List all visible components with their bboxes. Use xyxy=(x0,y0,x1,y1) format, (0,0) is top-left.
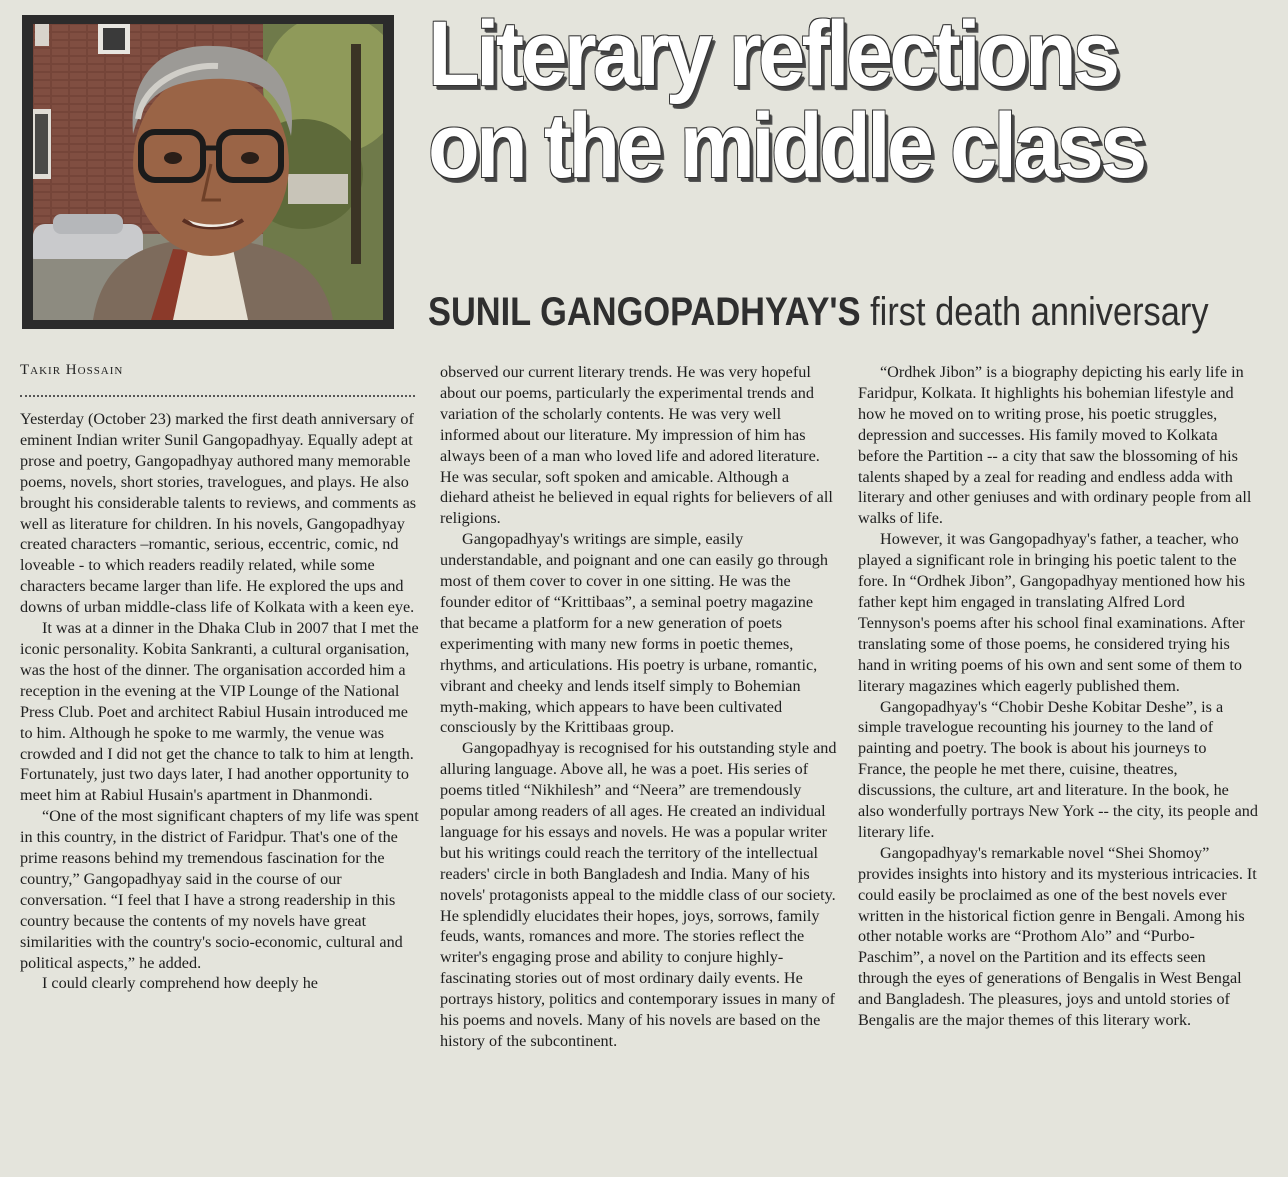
article-column-1 xyxy=(20,409,420,994)
headline-line-1: Literary reflections xyxy=(428,3,1117,105)
paragraph: Yesterday (October 23) marked the first death anniversary of eminent Indian writer Sunil Gangopadhyay. Equally adept at prose and poetry, Gangopadhyay authored many memorable poems, novels, short stories, travelogues, and plays. He also brought his considerable talents to reviews, and comments as well as literature for children. In his novels, Gangopadhyay created characters –romantic, serious, eccentric, comic, nd loveable - to which readers readily related, while some characters became larger than life. He explored the ups and downs of urban middle-class life of Kolkata with a keen eye. xyxy=(20,410,417,617)
paragraph: It was at a dinner in the Dhaka Club in 2007 that I met the iconic personality. Kobita Sankranti, a cultural organisation, was the host of the dinner. The organisation accorded him a reception in the evening at the VIP Lounge of the National Press Club. Poet and architect Rabiul Husain introduced me to him. Although he spoke to me warmly, the venue was crowded and I did not get the chance to talk to him at length. Fortunately, just two days later, I had another opportunity to meet him at Rabiul Husain's apartment in Dhanmondi. xyxy=(20,619,419,805)
paragraph: Gangopadhyay is recognised for his outstanding style and alluring language. Above all, he was a poet. His series of poems titled “Nikhilesh” and “Neera” are tremendously popular among readers of all ages. He created an individual language for his essays and novels. He was a popular writer but his writings could reach the territory of the intellectual readers' circle in both Bangladesh and India. Many of his novels' protagonists appeal to the middle class of our society. He splendidly elucidates their hopes, joys, sorrows, family feuds, wants, romances and more. The stories reflect the writer's engaging prose and ability to conjure highly-fascinating stories out of most ordinary daily events. He portrays history, politics and contemporary issues in many of his poems and novels. Many of his novels are based on the history of the subcontinent. xyxy=(440,739,837,1050)
paragraph: Gangopadhyay's “Chobir Deshe Kobitar Deshe”, is a simple travelogue recounting his journey to the land of painting and poetry. The book is about his journeys to France, the people he met there, cuisine, theatres, discussions, the culture, art and literature. In the book, he also wonderfully portrays New York -- the city, its people and literary life. xyxy=(858,697,1258,841)
byline-divider xyxy=(20,395,415,397)
subheadline-rest: first death anniversary xyxy=(870,290,1209,334)
paragraph: Gangopadhyay's writings are simple, easily understandable, and poignant and one can easily go through most of them cover to cover in one sitting. He was the founder editor of “Krittibaas”, a seminal poetry magazine that became a platform for a new generation of poets experimenting with many new forms in poetic themes, rhythms, and articulations. His poetry is urbane, romantic, vibrant and cheeky and lends itself simply to Bohemian myth-making, which appears to have been cultivated consciously by the Krittibaas group. xyxy=(440,530,828,737)
author-photo-frame xyxy=(22,15,394,329)
subheadline-name: SUNIL GANGOPADHYAY'S xyxy=(428,290,861,334)
paragraph: “One of the most significant chapters of my life was spent in this country, in the district of Faridpur. That's one of the prime reasons behind my tremendous fascination for the country,” Gangopadhyay said in the course of our conversation. “I feel that I have a strong readership in this country because the contents of my novels have great similarities with the country's socio-economic, cultural and political aspects,” he added. xyxy=(20,807,419,972)
author-photo xyxy=(33,24,383,320)
byline: Takir Hossain xyxy=(20,362,124,378)
article-column-2 xyxy=(440,362,840,1052)
article-column-3 xyxy=(858,362,1258,1031)
paragraph: “Ordhek Jibon” is a biography depicting his early life in Faridpur, Kolkata. It highlights his bohemian lifestyle and how he moved on to writing prose, his poetic struggles, depression and successes. His family moved to Kolkata before the Partition -- a city that saw the blossoming of his talents shaped by a zeal for reading and endless adda with literary and other geniuses and with ordinary people from all walks of life. xyxy=(858,363,1252,528)
paragraph: However, it was Gangopadhyay's father, a teacher, who played a significant role in bringing his poetic talent to the fore. In “Ordhek Jibon”, Gangopadhyay mentioned how his father kept him engaged in translating Alfred Lord Tennyson's poems after his school final examinations. After translating some of those poems, he considered trying his hand in writing poems of his own and sent some of them to literary magazines which eagerly published them. xyxy=(858,530,1246,695)
headline-line-2: on the middle class xyxy=(428,95,1144,197)
paragraph: Gangopadhyay's remarkable novel “Shei Shomoy” provides insights into history and its mysterious intricacies. It could easily be proclaimed as one of the best novels ever written in the historical fiction genre in Bengali. Among his other notable works are “Prothom Alo” and “Purbo-Paschim”, a novel on the Partition and its effects seen through the eyes of generations of Bengalis in West Bengal and Bangladesh. The pleasures, joys and untold stories of Bengalis are the major themes of this literary work. xyxy=(858,843,1257,1030)
paragraph: observed our current literary trends. He was very hopeful about our poems, particularly the experimental trends and variation of the scholarly contents. He was very well informed about our literature. My impression of him has always been of a man who loved life and adored literature. He was secular, soft spoken and amicable. Although a diehard atheist he believed in equal rights for believers of all religions. xyxy=(440,363,833,528)
subheadline xyxy=(428,290,1209,335)
headline xyxy=(428,3,1210,197)
paragraph: I could clearly comprehend how deeply he xyxy=(42,974,318,993)
